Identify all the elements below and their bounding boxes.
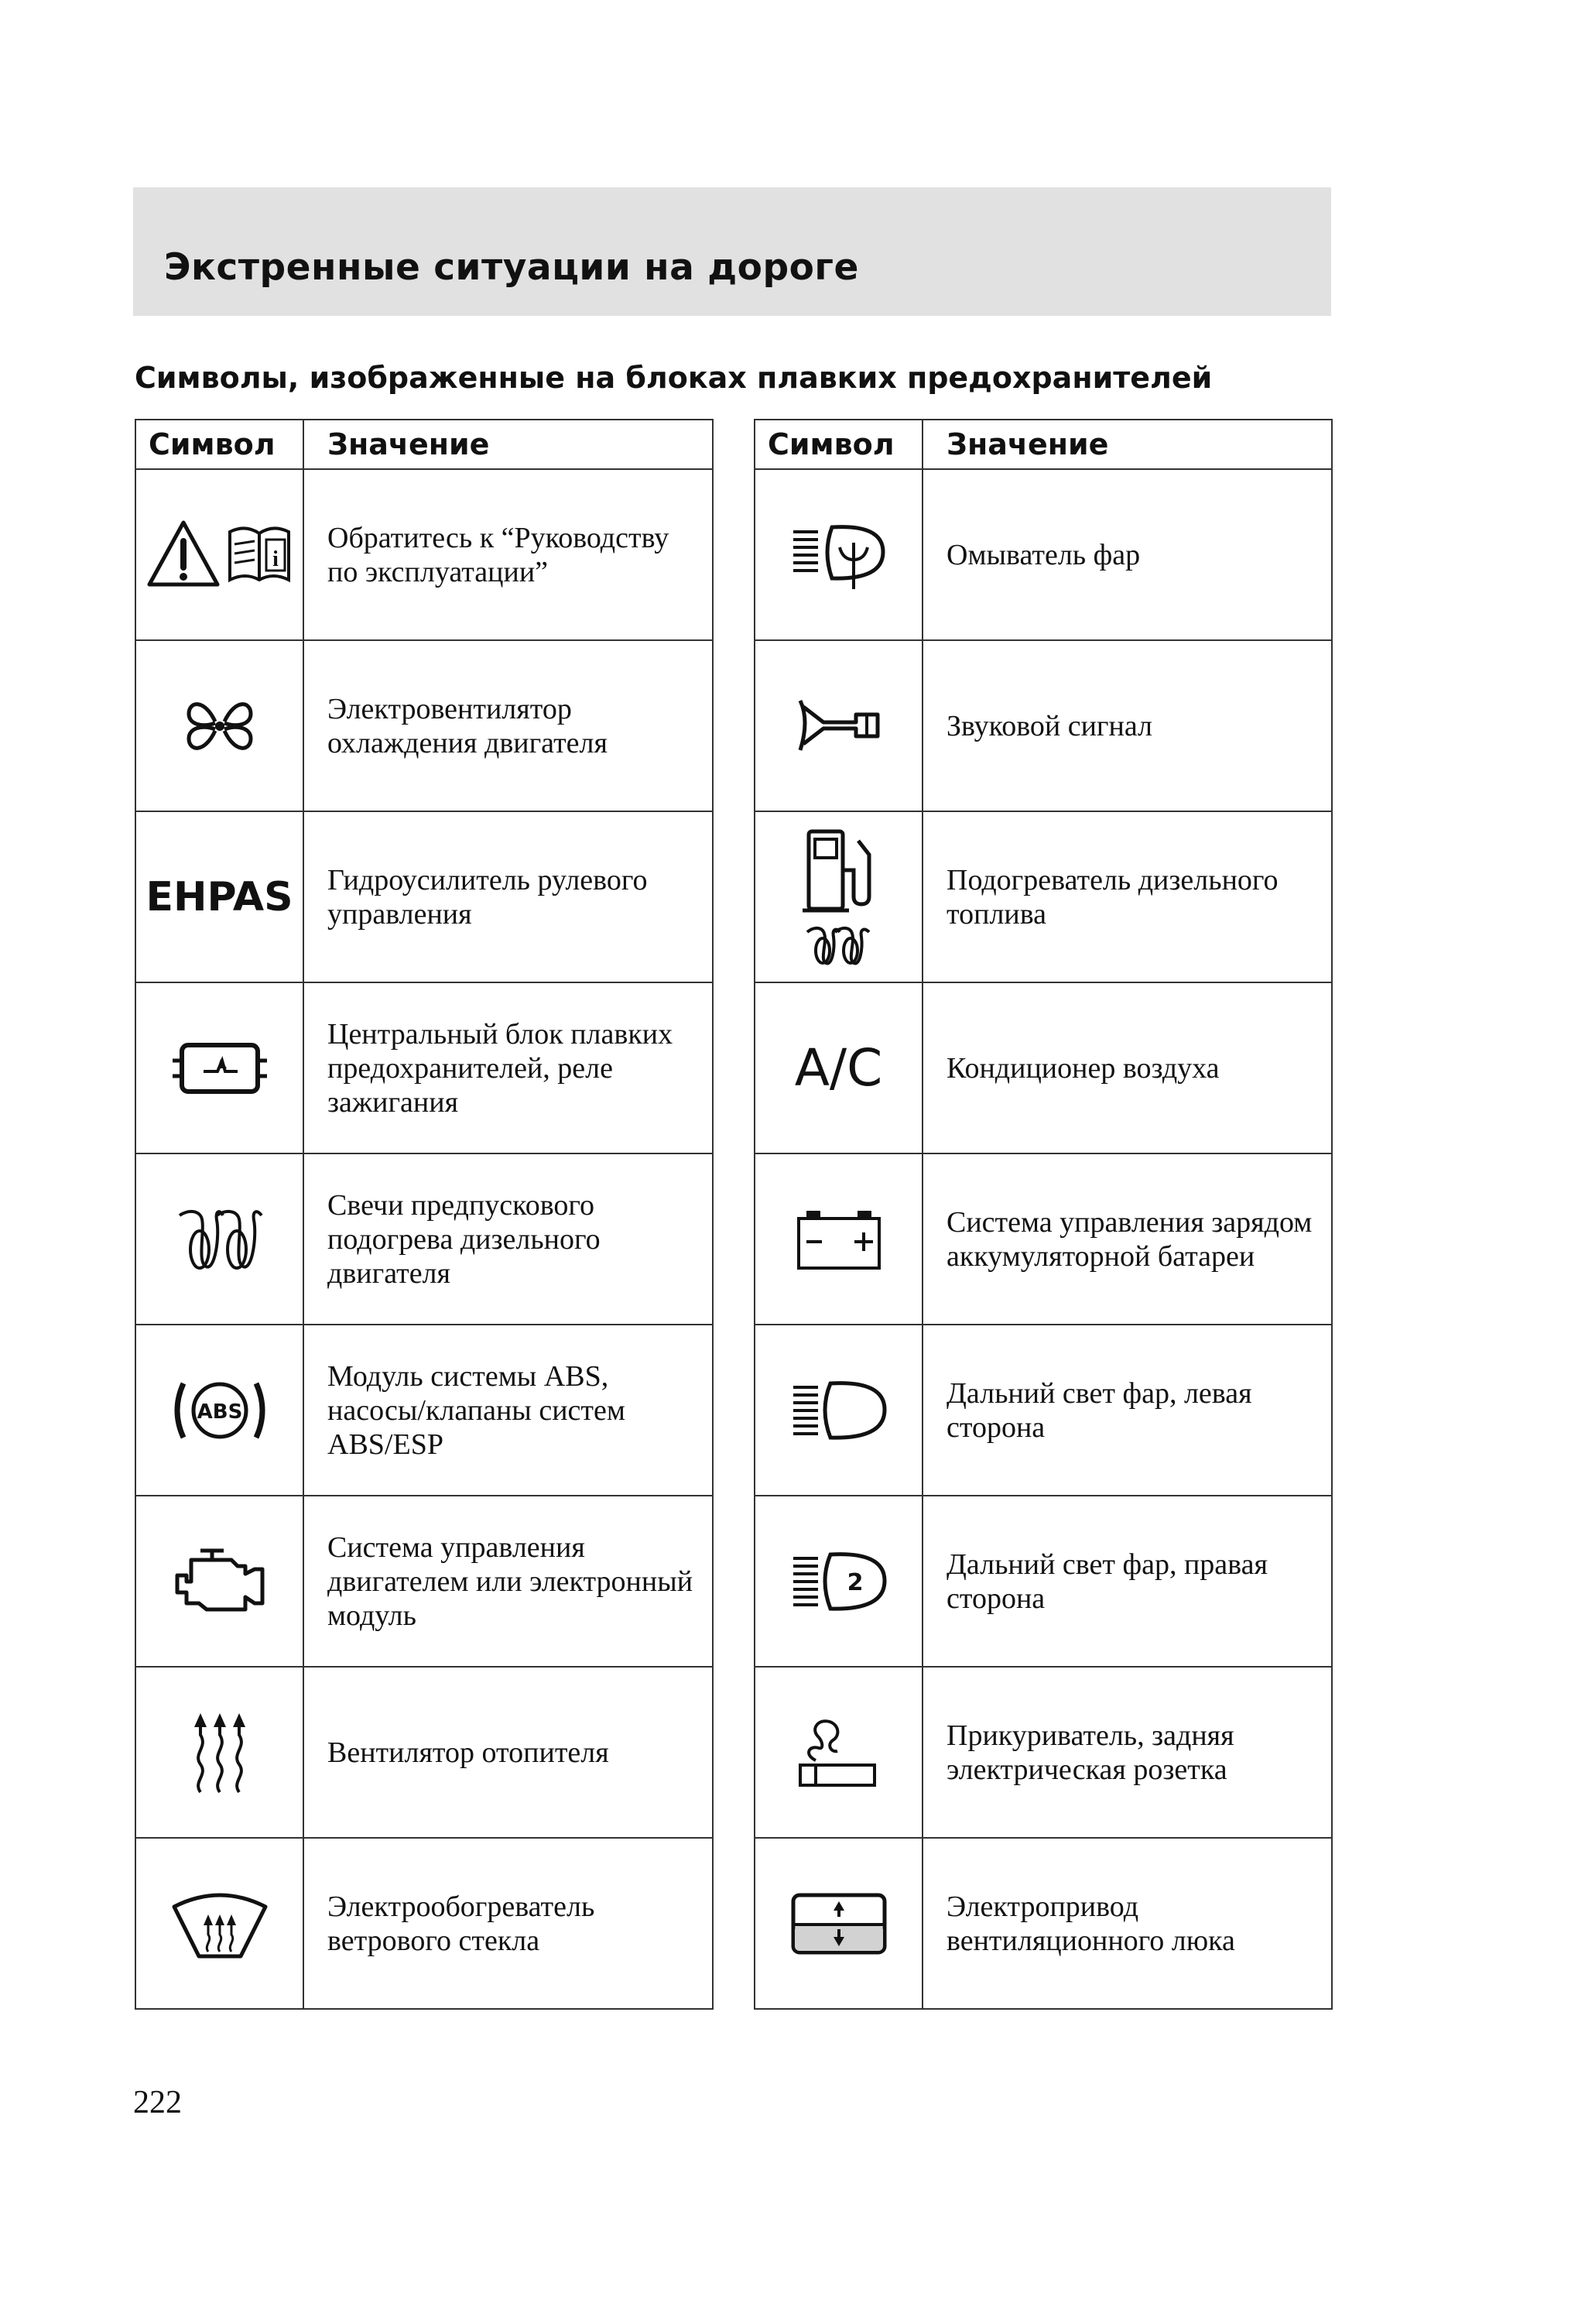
table-header-row xyxy=(135,420,713,469)
column-header-symbol: Символ xyxy=(755,420,923,469)
meaning-cell: Обратитесь к “Руководству по эксплуатации” xyxy=(303,469,713,640)
symbol-cell xyxy=(135,640,303,811)
symbol-cell xyxy=(135,1153,303,1325)
meaning-cell: Свечи предпускового подогрева дизельного двигателя xyxy=(303,1153,713,1325)
heater-fan-icon xyxy=(185,1710,255,1795)
column-header-symbol: Символ xyxy=(135,420,303,469)
table-subtitle: Символы, изображенные на блоках плавких предохранителей xyxy=(135,361,1213,395)
glow-plug-icon xyxy=(173,1205,266,1274)
column-header-meaning: Значение xyxy=(303,420,713,469)
symbol-cell xyxy=(755,1325,923,1496)
table-row xyxy=(135,982,713,1153)
table-row xyxy=(755,640,1332,811)
diesel-fuel-heater-icon xyxy=(796,824,882,971)
fuse-symbols-table-left xyxy=(135,419,714,2010)
table-row xyxy=(135,1496,713,1667)
table-row xyxy=(135,1325,713,1496)
table-row xyxy=(755,982,1332,1153)
symbol-cell xyxy=(135,811,303,982)
meaning-cell: Дальний свет фар, правая сторона xyxy=(923,1496,1332,1667)
table-row xyxy=(755,1496,1332,1667)
svg-text:ABS: ABS xyxy=(197,1400,242,1424)
column-header-meaning: Значение xyxy=(923,420,1332,469)
table-row xyxy=(755,1153,1332,1325)
meaning-cell: Звуковой сигнал xyxy=(923,640,1332,811)
section-title: Экстренные ситуации на дороге xyxy=(164,246,859,289)
meaning-cell: Модуль системы ABS, насосы/клапаны систем ABS/ESP xyxy=(303,1325,713,1496)
table-row xyxy=(135,1153,713,1325)
meaning-cell: Электрообогреватель ветрового стекла xyxy=(303,1838,713,2009)
battery-icon xyxy=(792,1205,885,1274)
symbol-cell xyxy=(135,982,303,1153)
symbol-cell xyxy=(755,469,923,640)
meaning-cell: Система управления зарядом аккумуляторной батареи xyxy=(923,1153,1332,1325)
engine-icon xyxy=(169,1543,270,1620)
headlamp-washer-icon xyxy=(789,516,889,594)
symbol-cell xyxy=(135,1838,303,2009)
meaning-cell: Прикуриватель, задняя электрическая розетка xyxy=(923,1667,1332,1838)
ac-icon: A/C xyxy=(794,1038,883,1098)
high-beam-right-icon xyxy=(789,1547,889,1616)
table-row xyxy=(135,1667,713,1838)
svg-text:2: 2 xyxy=(847,1568,863,1596)
meaning-cell: Электровентилятор охлаждения двигателя xyxy=(303,640,713,811)
table-row xyxy=(755,1325,1332,1496)
high-beam-left-icon xyxy=(789,1376,889,1445)
abs-icon xyxy=(169,1376,270,1445)
symbol-cell xyxy=(755,982,923,1153)
warning-manual-icon xyxy=(146,516,293,594)
symbol-cell xyxy=(135,1667,303,1838)
fuse-box-icon xyxy=(169,1037,270,1099)
page-number: 222 xyxy=(133,2085,182,2120)
meaning-cell: Гидроусилитель рулевого управления xyxy=(303,811,713,982)
table-row xyxy=(135,811,713,982)
meaning-cell: Омыватель фар xyxy=(923,469,1332,640)
symbol-cell xyxy=(135,1325,303,1496)
meaning-cell: Подогреватель дизельного топлива xyxy=(923,811,1332,982)
table-header-row xyxy=(755,420,1332,469)
table-row xyxy=(135,469,713,640)
symbol-cell xyxy=(135,469,303,640)
meaning-cell: Кондиционер воздуха xyxy=(923,982,1332,1153)
meaning-cell: Система управления двигателем или электронный модуль xyxy=(303,1496,713,1667)
table-row xyxy=(755,1667,1332,1838)
cooling-fan-icon xyxy=(181,687,258,765)
table-row xyxy=(755,1838,1332,2009)
ehpas-icon: EHPAS xyxy=(145,873,293,920)
symbol-cell xyxy=(755,1667,923,1838)
symbol-cell xyxy=(755,811,923,982)
meaning-cell: Дальний свет фар, левая сторона xyxy=(923,1325,1332,1496)
meaning-cell: Электропривод вентиляционного люка xyxy=(923,1838,1332,2009)
svg-text:i: i xyxy=(272,547,279,571)
meaning-cell: Вентилятор отопителя xyxy=(303,1667,713,1838)
symbol-cell xyxy=(755,1496,923,1667)
meaning-cell: Центральный блок плавких предохранителей, реле зажигания xyxy=(303,982,713,1153)
symbol-cell xyxy=(755,1153,923,1325)
cigar-lighter-icon xyxy=(792,1714,885,1791)
table-row xyxy=(755,811,1332,982)
horn-icon xyxy=(792,691,885,761)
sunroof-icon xyxy=(789,1889,889,1959)
symbol-cell xyxy=(755,640,923,811)
table-row xyxy=(755,469,1332,640)
table-row xyxy=(135,640,713,811)
windscreen-heater-icon xyxy=(169,1885,270,1962)
symbol-cell xyxy=(135,1496,303,1667)
table-row xyxy=(135,1838,713,2009)
fuse-symbols-table-right xyxy=(754,419,1333,2010)
symbol-cell xyxy=(755,1838,923,2009)
